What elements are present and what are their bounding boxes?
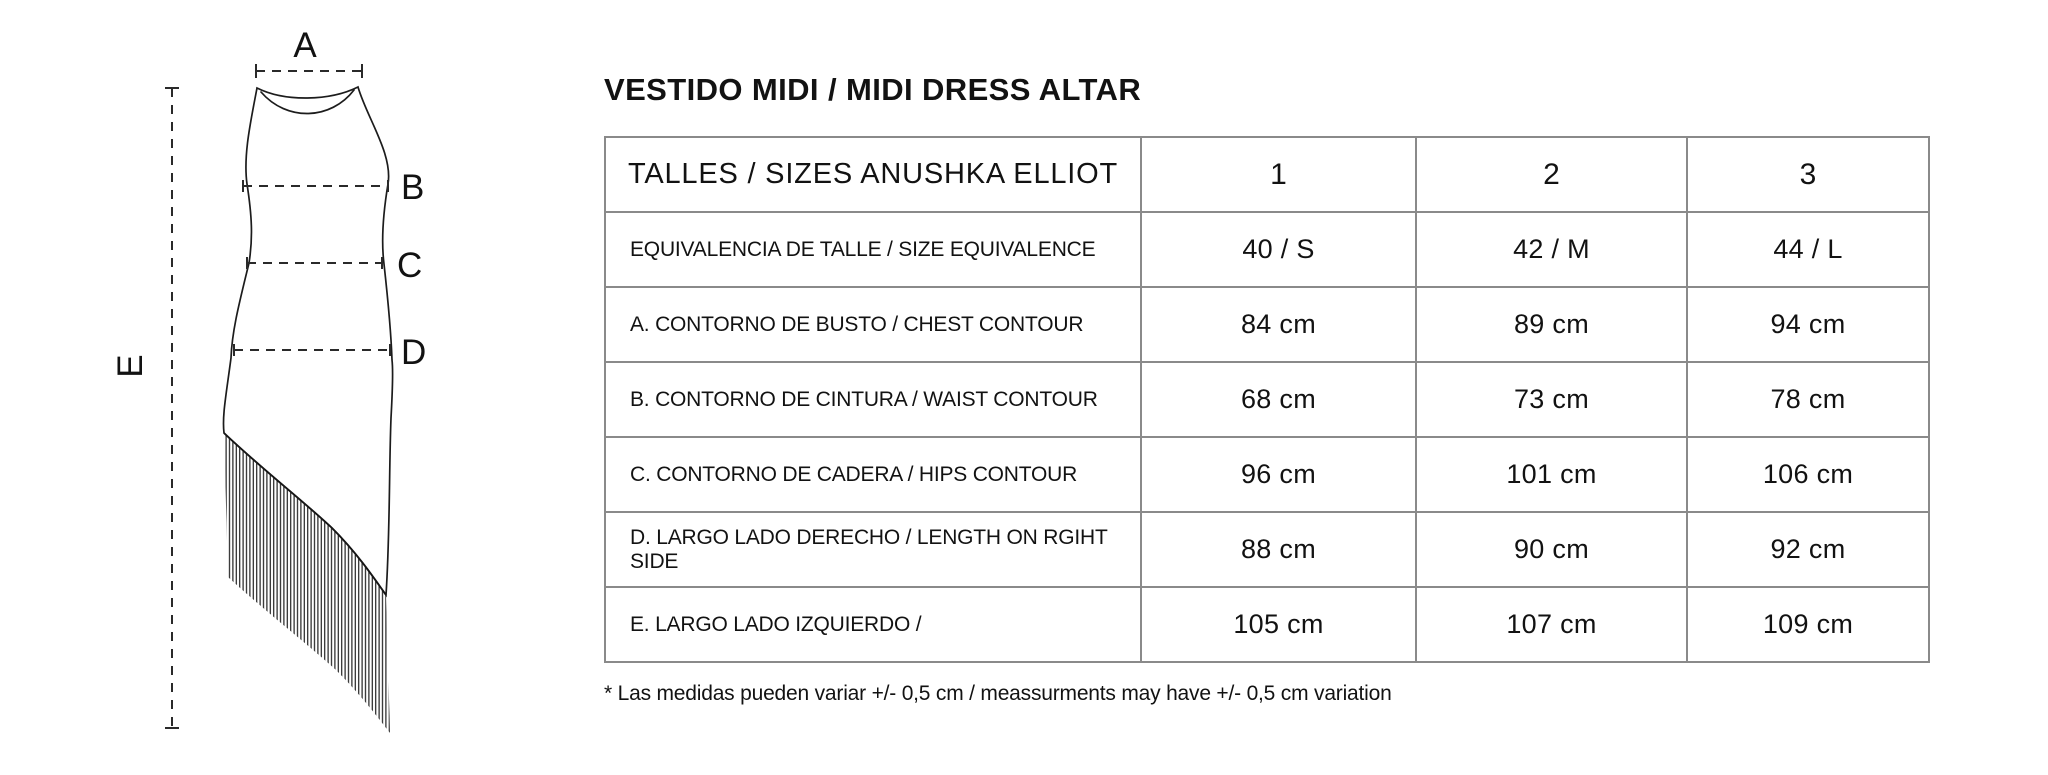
value-cell: 106 cm xyxy=(1687,437,1929,512)
table-row-chest-contour xyxy=(605,287,1929,362)
value-cell: 92 cm xyxy=(1687,512,1929,587)
value-cell: 89 cm xyxy=(1416,287,1687,362)
page-title: VESTIDO MIDI / MIDI DRESS ALTAR xyxy=(604,72,1142,107)
content-column xyxy=(604,0,1944,706)
size-column-2: 2 xyxy=(1416,137,1687,212)
value-cell: 88 cm xyxy=(1141,512,1416,587)
value-cell: 68 cm xyxy=(1141,362,1416,437)
row-label: B. CONTORNO DE CINTURA / WAIST CONTOUR xyxy=(605,362,1141,437)
table-row-waist-contour xyxy=(605,362,1929,437)
value-cell: 42 / M xyxy=(1416,212,1687,287)
dress-measurement-diagram xyxy=(90,10,470,765)
size-table xyxy=(604,136,1930,663)
value-cell: 44 / L xyxy=(1687,212,1929,287)
table-row-size-equivalence xyxy=(605,212,1929,287)
table-row-hips-contour xyxy=(605,437,1929,512)
label-e: E xyxy=(111,354,150,378)
row-label: E. LARGO LADO IZQUIERDO / xyxy=(605,587,1141,662)
table-row-length-right-side xyxy=(605,512,1929,587)
label-c: C xyxy=(397,246,423,285)
label-a: A xyxy=(293,26,317,65)
value-cell: 84 cm xyxy=(1141,287,1416,362)
size-column-3: 3 xyxy=(1687,137,1929,212)
value-cell: 73 cm xyxy=(1416,362,1687,437)
value-cell: 101 cm xyxy=(1416,437,1687,512)
value-cell: 90 cm xyxy=(1416,512,1687,587)
value-cell: 78 cm xyxy=(1687,362,1929,437)
row-label: D. LARGO LADO DERECHO / LENGTH ON RGIHT SIDE xyxy=(605,512,1141,587)
row-label: EQUIVALENCIA DE TALLE / SIZE EQUIVALENCE xyxy=(605,212,1141,287)
row-label: C. CONTORNO DE CADERA / HIPS CONTOUR xyxy=(605,437,1141,512)
value-cell: 96 cm xyxy=(1141,437,1416,512)
dress-diagram-svg xyxy=(90,10,470,765)
measurement-letters xyxy=(111,26,426,378)
table-header-label: TALLES / SIZES ANUSHKA ELLIOT xyxy=(605,137,1141,212)
value-cell: 109 cm xyxy=(1687,587,1929,662)
label-b: B xyxy=(401,168,425,207)
fringe-hem xyxy=(224,433,390,733)
label-d: D xyxy=(401,333,427,372)
value-cell: 40 / S xyxy=(1141,212,1416,287)
size-column-1: 1 xyxy=(1141,137,1416,212)
value-cell: 107 cm xyxy=(1416,587,1687,662)
measurement-variation-footnote: * Las medidas pueden variar +/- 0,5 cm / meassurments may have +/- 0,5 cm variation xyxy=(604,682,1392,705)
value-cell: 94 cm xyxy=(1687,287,1929,362)
row-label: A. CONTORNO DE BUSTO / CHEST CONTOUR xyxy=(605,287,1141,362)
value-cell: 105 cm xyxy=(1141,587,1416,662)
table-row-length-left-side xyxy=(605,587,1929,662)
table-header-row xyxy=(605,137,1929,212)
